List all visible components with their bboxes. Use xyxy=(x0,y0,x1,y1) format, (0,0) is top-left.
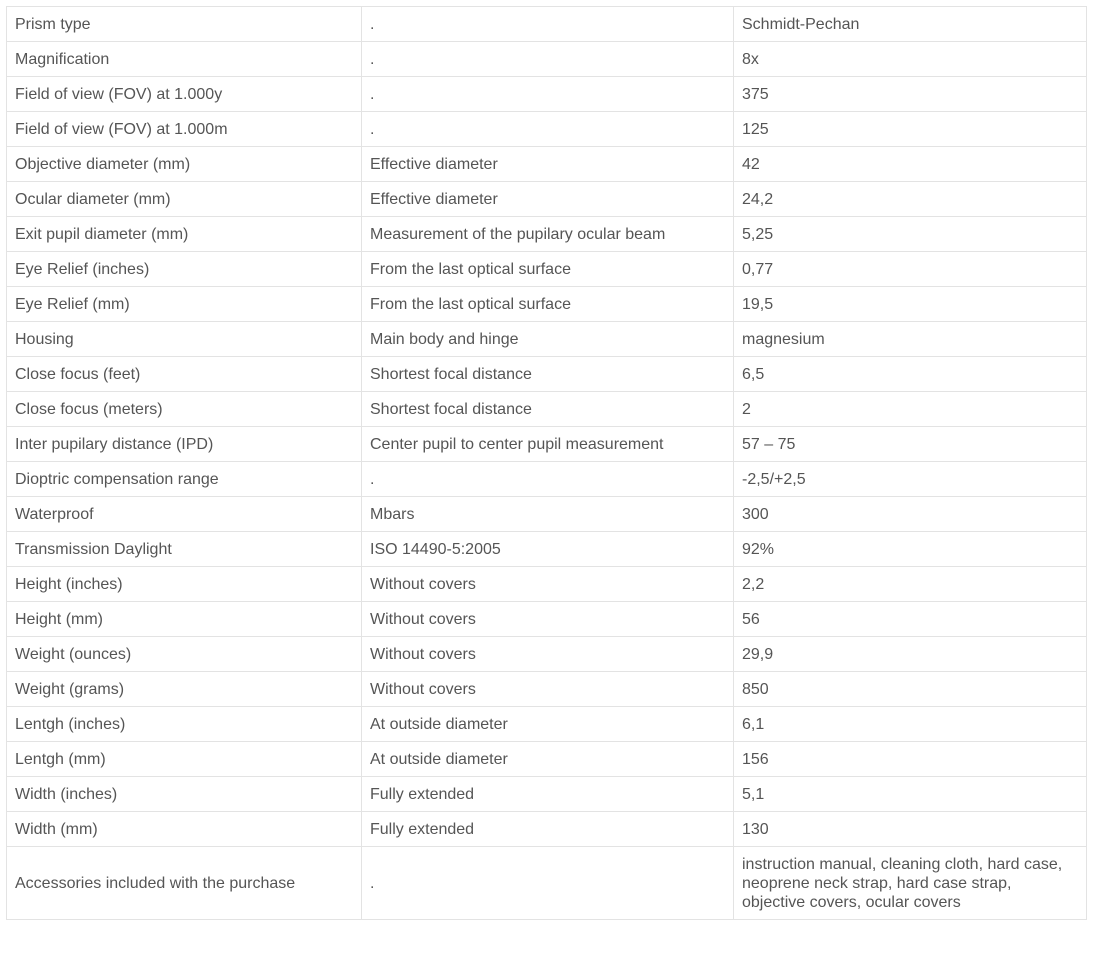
spec-value: 24,2 xyxy=(734,182,1087,217)
table-row xyxy=(7,147,1087,182)
spec-description: Effective diameter xyxy=(362,147,734,182)
spec-description: . xyxy=(362,42,734,77)
table-row xyxy=(7,497,1087,532)
spec-label: Weight (grams) xyxy=(7,672,362,707)
spec-value: 850 xyxy=(734,672,1087,707)
spec-label: Dioptric compensation range xyxy=(7,462,362,497)
spec-label: Field of view (FOV) at 1.000y xyxy=(7,77,362,112)
spec-value: 5,1 xyxy=(734,777,1087,812)
spec-value: 5,25 xyxy=(734,217,1087,252)
spec-value: magnesium xyxy=(734,322,1087,357)
table-row xyxy=(7,42,1087,77)
spec-value: instruction manual, cleaning cloth, hard case, neoprene neck strap, hard case strap, objective covers, ocular covers xyxy=(734,847,1087,920)
spec-description: . xyxy=(362,847,734,920)
spec-label: Exit pupil diameter (mm) xyxy=(7,217,362,252)
spec-description: Main body and hinge xyxy=(362,322,734,357)
spec-description: At outside diameter xyxy=(362,742,734,777)
spec-label: Objective diameter (mm) xyxy=(7,147,362,182)
spec-description: Shortest focal distance xyxy=(362,392,734,427)
spec-description: Measurement of the pupilary ocular beam xyxy=(362,217,734,252)
spec-description: Fully extended xyxy=(362,777,734,812)
spec-label: Transmission Daylight xyxy=(7,532,362,567)
spec-label: Width (mm) xyxy=(7,812,362,847)
spec-label: Lentgh (mm) xyxy=(7,742,362,777)
spec-description: Without covers xyxy=(362,672,734,707)
spec-description: Mbars xyxy=(362,497,734,532)
table-row xyxy=(7,812,1087,847)
spec-description: Without covers xyxy=(362,567,734,602)
spec-label: Height (inches) xyxy=(7,567,362,602)
table-row xyxy=(7,217,1087,252)
table-row xyxy=(7,77,1087,112)
spec-value: -2,5/+2,5 xyxy=(734,462,1087,497)
specifications-table xyxy=(6,6,1087,920)
spec-value: 6,5 xyxy=(734,357,1087,392)
table-row xyxy=(7,252,1087,287)
spec-value: 56 xyxy=(734,602,1087,637)
table-row xyxy=(7,672,1087,707)
table-row xyxy=(7,357,1087,392)
spec-value: 375 xyxy=(734,77,1087,112)
table-row xyxy=(7,7,1087,42)
table-row xyxy=(7,112,1087,147)
spec-label: Field of view (FOV) at 1.000m xyxy=(7,112,362,147)
spec-value: 19,5 xyxy=(734,287,1087,322)
spec-value: 8x xyxy=(734,42,1087,77)
spec-label: Weight (ounces) xyxy=(7,637,362,672)
table-row xyxy=(7,602,1087,637)
spec-value: 29,9 xyxy=(734,637,1087,672)
spec-description: At outside diameter xyxy=(362,707,734,742)
spec-value: 130 xyxy=(734,812,1087,847)
spec-label: Lentgh (inches) xyxy=(7,707,362,742)
spec-label: Width (inches) xyxy=(7,777,362,812)
spec-value: 156 xyxy=(734,742,1087,777)
table-row xyxy=(7,287,1087,322)
table-row xyxy=(7,532,1087,567)
spec-description: From the last optical surface xyxy=(362,252,734,287)
spec-label: Eye Relief (inches) xyxy=(7,252,362,287)
spec-description: From the last optical surface xyxy=(362,287,734,322)
table-row xyxy=(7,182,1087,217)
spec-description: Shortest focal distance xyxy=(362,357,734,392)
spec-description: . xyxy=(362,77,734,112)
spec-value: 2 xyxy=(734,392,1087,427)
spec-value: 300 xyxy=(734,497,1087,532)
spec-description: Without covers xyxy=(362,637,734,672)
table-row xyxy=(7,707,1087,742)
table-row xyxy=(7,742,1087,777)
spec-label: Prism type xyxy=(7,7,362,42)
spec-label: Close focus (meters) xyxy=(7,392,362,427)
spec-description: Center pupil to center pupil measurement xyxy=(362,427,734,462)
spec-value: 125 xyxy=(734,112,1087,147)
table-row xyxy=(7,462,1087,497)
spec-label: Height (mm) xyxy=(7,602,362,637)
spec-value: 57 – 75 xyxy=(734,427,1087,462)
spec-description: Effective diameter xyxy=(362,182,734,217)
spec-description: Without covers xyxy=(362,602,734,637)
table-row xyxy=(7,427,1087,462)
table-row xyxy=(7,777,1087,812)
table-row xyxy=(7,322,1087,357)
table-row xyxy=(7,567,1087,602)
spec-label: Inter pupilary distance (IPD) xyxy=(7,427,362,462)
spec-value: 92% xyxy=(734,532,1087,567)
table-row xyxy=(7,637,1087,672)
spec-value: 2,2 xyxy=(734,567,1087,602)
spec-description: . xyxy=(362,7,734,42)
specifications-table-body xyxy=(7,7,1087,920)
table-row xyxy=(7,847,1087,920)
spec-description: . xyxy=(362,462,734,497)
spec-label: Ocular diameter (mm) xyxy=(7,182,362,217)
spec-description: . xyxy=(362,112,734,147)
spec-label: Magnification xyxy=(7,42,362,77)
spec-value: 0,77 xyxy=(734,252,1087,287)
spec-description: Fully extended xyxy=(362,812,734,847)
spec-value: 42 xyxy=(734,147,1087,182)
spec-label: Accessories included with the purchase xyxy=(7,847,362,920)
spec-value: 6,1 xyxy=(734,707,1087,742)
spec-value: Schmidt-Pechan xyxy=(734,7,1087,42)
spec-label: Waterproof xyxy=(7,497,362,532)
spec-label: Eye Relief (mm) xyxy=(7,287,362,322)
spec-label: Close focus (feet) xyxy=(7,357,362,392)
table-row xyxy=(7,392,1087,427)
spec-description: ISO 14490-5:2005 xyxy=(362,532,734,567)
spec-label: Housing xyxy=(7,322,362,357)
